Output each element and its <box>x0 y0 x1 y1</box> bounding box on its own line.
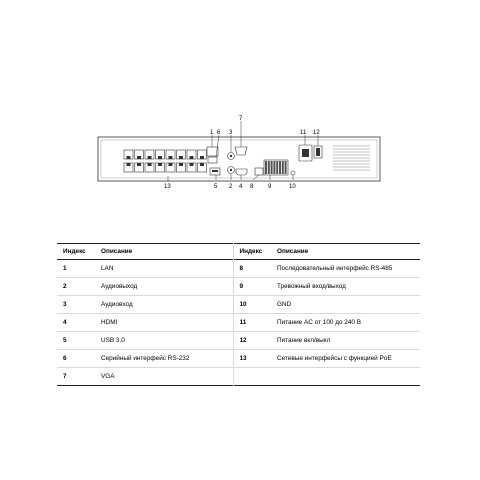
poe-port-latch <box>137 156 141 159</box>
usb-port-inner <box>212 170 218 172</box>
cell-index: 4 <box>63 319 67 326</box>
poe-port-latch <box>169 156 173 159</box>
cell-index: 12 <box>233 332 271 350</box>
hdmi-port <box>236 169 247 175</box>
cell-index: 1 <box>63 265 67 272</box>
cell-description: Тревожный вход/выход <box>277 283 346 290</box>
cell-index: 3 <box>63 301 67 308</box>
poe-port-latch <box>200 163 204 166</box>
header-description-left: Описание <box>101 248 133 255</box>
table-row <box>57 350 420 368</box>
cell-description: HDMI <box>101 319 118 326</box>
legend-table <box>57 243 420 386</box>
table-row <box>57 260 420 278</box>
alarm-terminal-pin <box>282 161 284 174</box>
cell-index: 8 <box>233 260 271 278</box>
callout-5: 5 <box>214 184 218 190</box>
poe-port-latch <box>127 156 131 159</box>
alarm-terminal-pin <box>268 161 270 174</box>
cell-index: 13 <box>233 350 271 368</box>
callout-4: 4 <box>239 184 243 190</box>
cell-description: Последовательный интерфейс RS-485 <box>277 265 393 272</box>
poe-port-latch <box>200 156 204 159</box>
alarm-terminal-pin <box>279 161 281 174</box>
poe-port-latch <box>127 163 131 166</box>
cell-index <box>233 368 271 386</box>
power-switch-rocker <box>316 148 320 156</box>
poe-port-latch <box>179 163 183 166</box>
callout-9: 9 <box>268 184 272 190</box>
callout-3: 3 <box>229 130 233 136</box>
cell-index: 9 <box>233 278 271 296</box>
cell-index: 10 <box>233 296 271 314</box>
callout-11: 11 <box>300 130 307 136</box>
poe-port-latch <box>190 156 194 159</box>
alarm-terminal-pin <box>265 161 267 174</box>
poe-port-latch <box>158 156 162 159</box>
poe-port-latch <box>179 156 183 159</box>
poe-port-latch <box>148 156 152 159</box>
header-index-left: Индекс <box>63 248 86 255</box>
callout-6: 6 <box>217 130 221 136</box>
rear-panel-diagram <box>0 0 480 220</box>
alarm-terminal-pin <box>273 161 275 174</box>
cell-description: Сетевые интерфейсы с функцией PoE <box>277 355 392 362</box>
table-row <box>57 368 420 386</box>
cell-index: 7 <box>63 373 67 380</box>
table-row <box>57 332 420 350</box>
cell-description: Серийный интерфейс RS-232 <box>101 355 190 362</box>
callout-7: 7 <box>239 116 243 122</box>
alarm-terminal-pin <box>285 161 287 174</box>
cell-description: GND <box>277 301 292 308</box>
callout-12: 12 <box>313 130 320 136</box>
rs485-terminal <box>255 168 263 175</box>
poe-port-latch <box>158 163 162 166</box>
cell-index: 6 <box>63 355 67 362</box>
poe-port-latch <box>169 163 173 166</box>
alarm-terminal-pin <box>271 161 273 174</box>
table-header-row <box>57 244 420 260</box>
table-row <box>57 296 420 314</box>
poe-port-latch <box>137 163 141 166</box>
table-row <box>57 278 420 296</box>
cell-index: 11 <box>233 314 271 332</box>
callout-2: 2 <box>229 184 233 190</box>
header-description-right: Описание <box>277 248 309 255</box>
table-row <box>57 314 420 332</box>
vga-port <box>235 147 247 155</box>
cell-description: LAN <box>101 265 114 272</box>
header-index-right: Индекс <box>233 244 271 260</box>
callout-8: 8 <box>250 184 254 190</box>
audio-out-jack-center <box>230 169 232 171</box>
cell-index: 5 <box>63 337 67 344</box>
cell-description: USB 3.0 <box>101 337 125 344</box>
cell-description: Аудиовыход <box>101 283 138 290</box>
power-ac-socket-inner <box>302 149 309 157</box>
rs232-port <box>208 157 217 163</box>
callout-10: 10 <box>289 184 296 190</box>
gnd-screw <box>291 171 295 175</box>
cell-description: Питание AC от 100 до 240 В <box>277 319 361 326</box>
cell-description: Аудиовход <box>101 301 133 308</box>
poe-port-latch <box>148 163 152 166</box>
alarm-terminal-body <box>264 160 288 175</box>
alarm-terminal-block <box>264 160 288 175</box>
poe-port-latch <box>190 163 194 166</box>
cell-index: 2 <box>63 283 67 290</box>
cell-description: VGA <box>101 373 115 380</box>
callout-1: 1 <box>210 130 214 136</box>
cell-description <box>271 368 420 386</box>
alarm-terminal-pin <box>276 161 278 174</box>
audio-in-jack-center <box>230 155 232 157</box>
callout-13: 13 <box>164 184 171 190</box>
cell-description: Питание вкл/выкл <box>277 337 331 344</box>
